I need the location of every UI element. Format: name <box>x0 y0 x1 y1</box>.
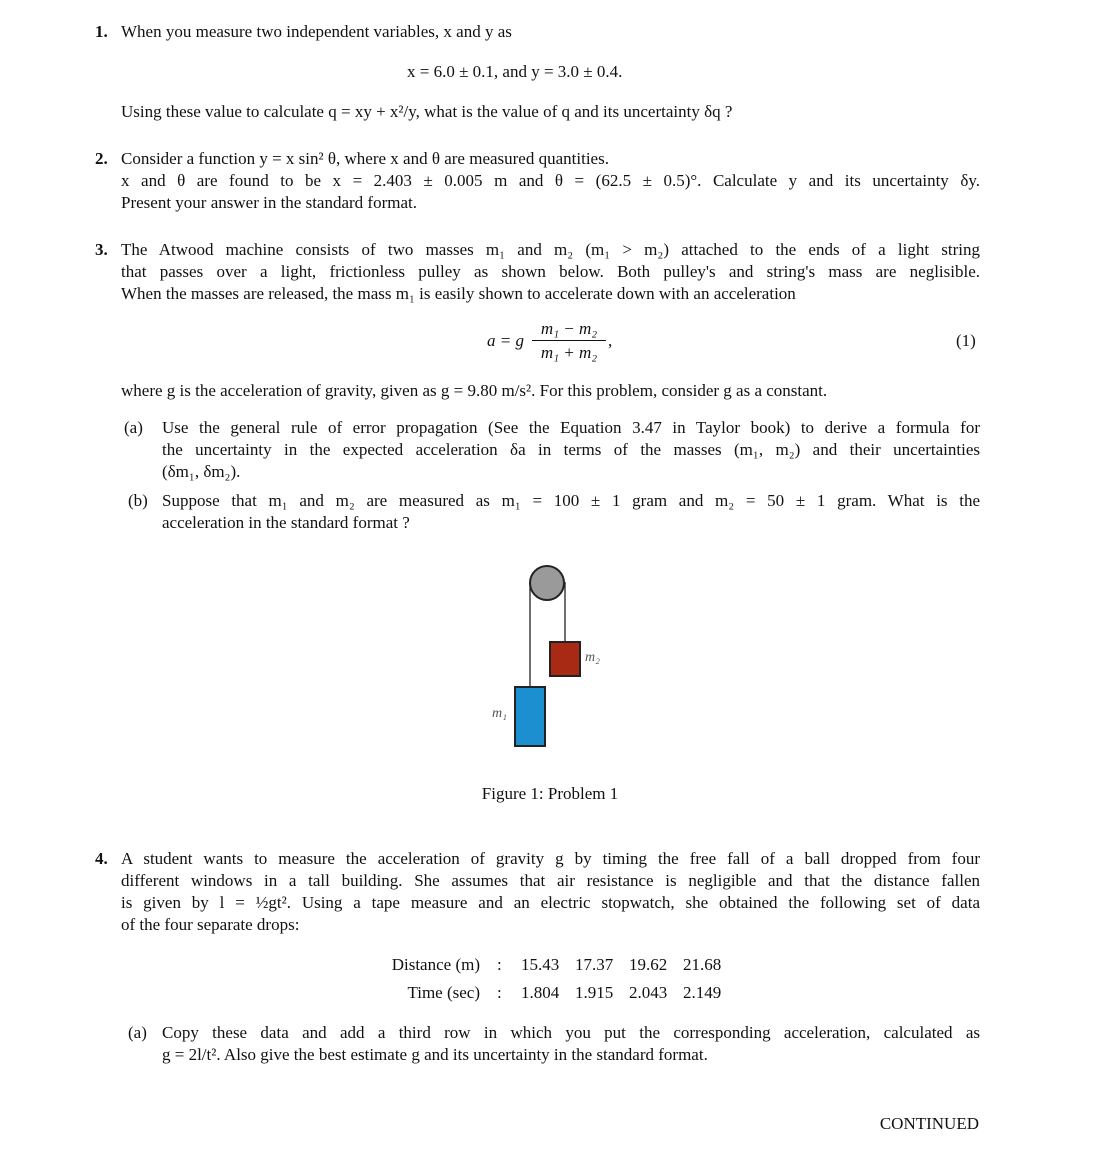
m1-label: m₁ <box>492 706 507 721</box>
table-cell: 2.149 <box>683 983 722 1002</box>
q1-number: 1. <box>95 22 108 41</box>
q4-line: of the four separate drops: <box>121 915 300 934</box>
table-cell: 19.62 <box>629 955 668 974</box>
q2-line: Present your answer in the standard format. <box>121 193 417 212</box>
q3b-line: acceleration in the standard format ? <box>162 513 410 532</box>
equation-comma: , <box>608 331 613 350</box>
q4-line: A student wants to measure the acceleration of gravity g by timing the free fall of a ball dropped from four <box>121 849 980 868</box>
q2-line: Consider a function y = x sin² θ, where x and θ are measured quantities. <box>121 149 609 168</box>
q3-line: When the masses are released, the mass m₁ is easily shown to accelerate down with an acceleration <box>121 284 796 303</box>
equation-label: (1) <box>956 331 976 350</box>
m2-label: m₂ <box>585 650 600 665</box>
q3b-line: Suppose that m₁ and m₂ are measured as m₁ = 100 ± 1 gram and m₂ = 50 ± 1 gram. What is the <box>162 491 980 510</box>
q4-line: different windows in a tall building. She assumes that air resistance is negligible and that the distance fallen <box>121 871 980 890</box>
q4-number: 4. <box>95 849 108 868</box>
table-row-label: Time (sec) <box>407 983 480 1002</box>
q4a-line: g = 2l/t². Also give the best estimate g and its uncertainty in the standard format. <box>162 1045 708 1064</box>
q3-number: 3. <box>95 240 108 259</box>
table-sep: : <box>497 983 502 1002</box>
mass-m2 <box>550 642 580 676</box>
mass-m1 <box>515 687 545 746</box>
table-cell: 17.37 <box>575 955 614 974</box>
q3a-label: (a) <box>124 418 143 437</box>
q4a-label: (a) <box>128 1023 147 1042</box>
q3b-label: (b) <box>128 491 148 510</box>
q4a-line: Copy these data and add a third row in which you put the corresponding acceleration, calculated as <box>162 1023 980 1042</box>
q1-values: x = 6.0 ± 0.1, and y = 3.0 ± 0.4. <box>407 62 623 81</box>
table-cell: 2.043 <box>629 983 668 1002</box>
continued-footer: CONTINUED <box>879 1114 979 1133</box>
q2-number: 2. <box>95 149 108 168</box>
q3a-line: Use the general rule of error propagation (See the Equation 3.47 in Taylor book) to derive a formula for <box>162 418 980 437</box>
table-cell: 1.804 <box>521 983 560 1002</box>
atwood-machine-figure <box>460 550 660 760</box>
equation-denominator: m₁ + m₂ <box>540 343 598 362</box>
table-cell: 1.915 <box>575 983 614 1002</box>
figure-caption: Figure 1: Problem 1 <box>481 784 619 803</box>
equation-lhs: a = g <box>487 331 524 350</box>
fraction-bar <box>532 340 606 341</box>
table-cell: 15.43 <box>521 955 560 974</box>
pulley <box>530 566 564 600</box>
q3a-line: (δm₁, δm₂). <box>162 462 241 481</box>
q1-text: When you measure two independent variables, x and y as <box>121 22 512 41</box>
q3-line: The Atwood machine consists of two masses m₁ and m₂ (m₁ > m₂) attached to the ends of a light string <box>121 240 980 259</box>
q4-line: is given by l = ½gt². Using a tape measure and an electric stopwatch, she obtained the following set of data <box>121 893 980 912</box>
q3-gravity-text: where g is the acceleration of gravity, given as g = 9.80 m/s². For this problem, consider g as a constant. <box>121 381 828 400</box>
table-sep: : <box>497 955 502 974</box>
q3a-line: the uncertainty in the expected acceleration δa in terms of the masses (m₁, m₂) and their uncertainties <box>162 440 980 459</box>
table-row-label: Distance (m) <box>391 955 480 974</box>
table-cell: 21.68 <box>683 955 722 974</box>
q2-line: x and θ are found to be x = 2.403 ± 0.005 m and θ = (62.5 ± 0.5)°. Calculate y and its uncertainty δy. <box>121 171 980 190</box>
equation-numerator: m₁ − m₂ <box>540 319 598 338</box>
q1-question: Using these value to calculate q = xy + x²/y, what is the value of q and its uncertainty δq ? <box>121 102 733 121</box>
q3-line: that passes over a light, frictionless pulley as shown below. Both pulley's and string's mass are neglisible. <box>121 262 980 281</box>
